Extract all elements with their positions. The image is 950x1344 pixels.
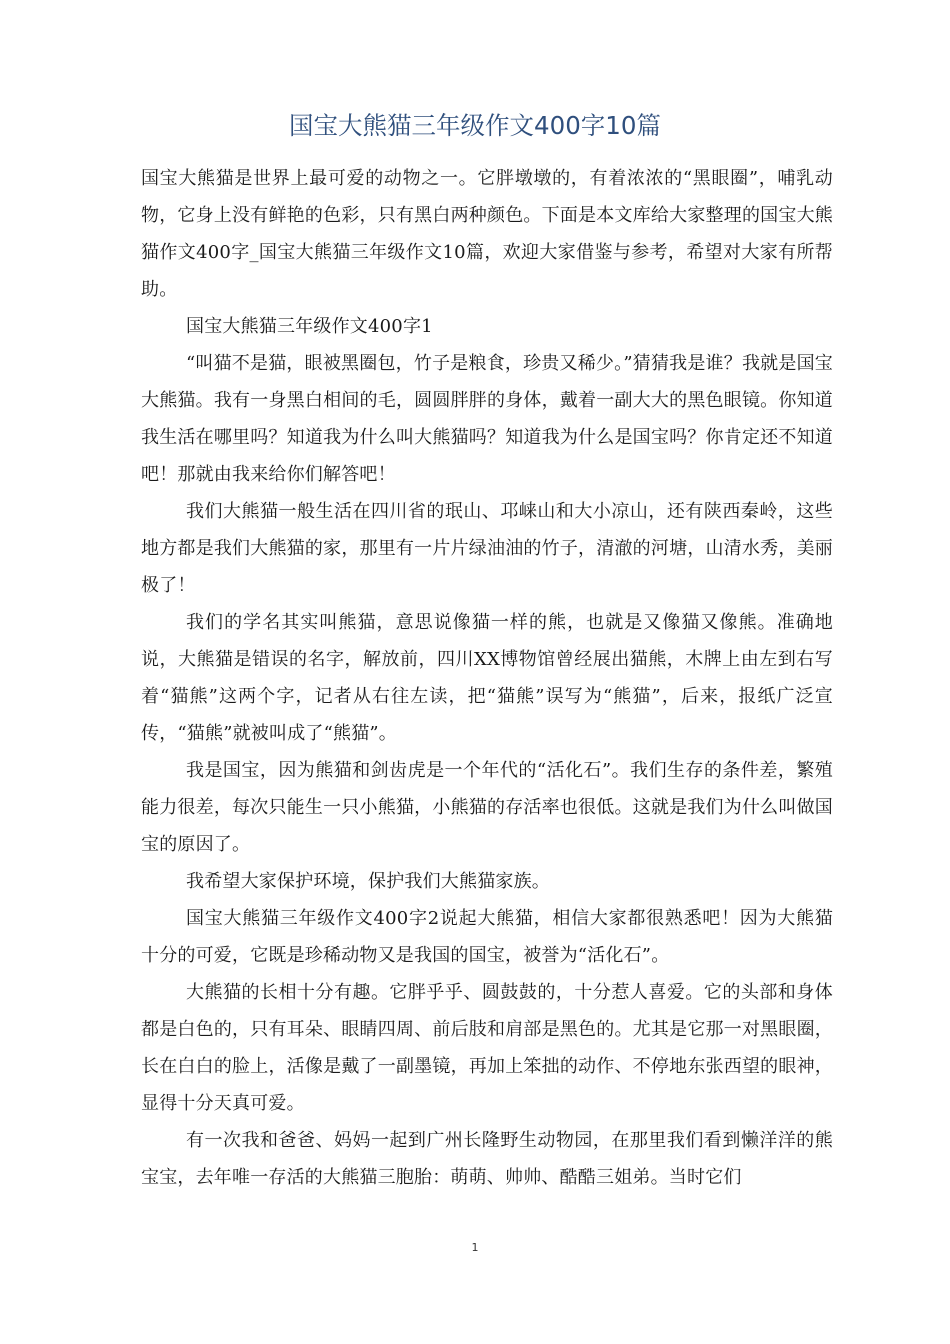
paragraph: 我希望大家保护环境，保护我们大熊猫家族。 [186, 871, 550, 892]
paragraph: 大熊猫的长相十分有趣。它胖乎乎、圆鼓鼓的，十分惹人喜爱。它的头部和身体都是白色的，只有耳朵、眼睛四周、前后肢和肩部是黑色的。尤其是它那一对黑眼圈，长在白白的脸上，活像是戴了一副墨镜，再加上笨拙的动作、不停地东张西望的眼神，显得十分天真可爱。 [141, 982, 833, 1114]
document-title: 国宝大熊猫三年级作文400字10篇 [289, 111, 661, 140]
document-body [141, 160, 833, 1196]
paragraph-intro: 国宝大熊猫是世界上最可爱的动物之一。它胖墩墩的，有着浓浓的“黑眼圈”，哺乳动物，它身上没有鲜艳的色彩，只有黑白两种颜色。下面是本文库给大家整理的国宝大熊猫作文400字_国宝大熊猫三年级作文10篇，欢迎大家借鉴与参考，希望对大家有所帮助。 [141, 168, 833, 300]
paragraph: “叫猫不是猫，眼被黑圈包，竹子是粮食，珍贵又稀少。”猜猜我是谁？我就是国宝大熊猫。我有一身黑白相间的毛，圆圆胖胖的身体，戴着一副大大的黑色眼镜。你知道我生活在哪里吗？知道我为什么叫大熊猫吗？知道我为什么是国宝吗？你肯定还不知道吧！那就由我来给你们解答吧！ [141, 353, 833, 485]
paragraph: 我是国宝，因为熊猫和剑齿虎是一个年代的“活化石”。我们生存的条件差，繁殖能力很差，每次只能生一只小熊猫，小熊猫的存活率也很低。这就是我们为什么叫做国宝的原因了。 [141, 760, 833, 855]
paragraph: 有一次我和爸爸、妈妈一起到广州长隆野生动物园，在那里我们看到懒洋洋的熊宝宝，去年唯一存活的大熊猫三胞胎：萌萌、帅帅、酷酷三姐弟。当时它们 [141, 1130, 833, 1188]
paragraph: 我们的学名其实叫熊猫，意思说像猫一样的熊，也就是又像猫又像熊。准确地说，大熊猫是错误的名字，解放前，四川XX博物馆曾经展出猫熊，木牌上由左到右写着“猫熊”这两个字，记者从右往左读，把“猫熊”误写为“熊猫”，后来，报纸广泛宣传，“猫熊”就被叫成了“熊猫”。 [141, 612, 833, 744]
paragraph-heading-essay-2: 国宝大熊猫三年级作文400字2说起大熊猫，相信大家都很熟悉吧！因为大熊猫十分的可爱，它既是珍稀动物又是我国的国宝，被誉为“活化石”。 [141, 908, 833, 966]
page-number: 1 [471, 1241, 479, 1254]
paragraph: 我们大熊猫一般生活在四川省的珉山、邛崃山和大小凉山，还有陕西秦岭，这些地方都是我们大熊猫的家，那里有一片片绿油油的竹子，清澈的河塘，山清水秀，美丽极了！ [141, 501, 833, 596]
paragraph-heading-essay-1: 国宝大熊猫三年级作文400字1 [186, 316, 433, 337]
